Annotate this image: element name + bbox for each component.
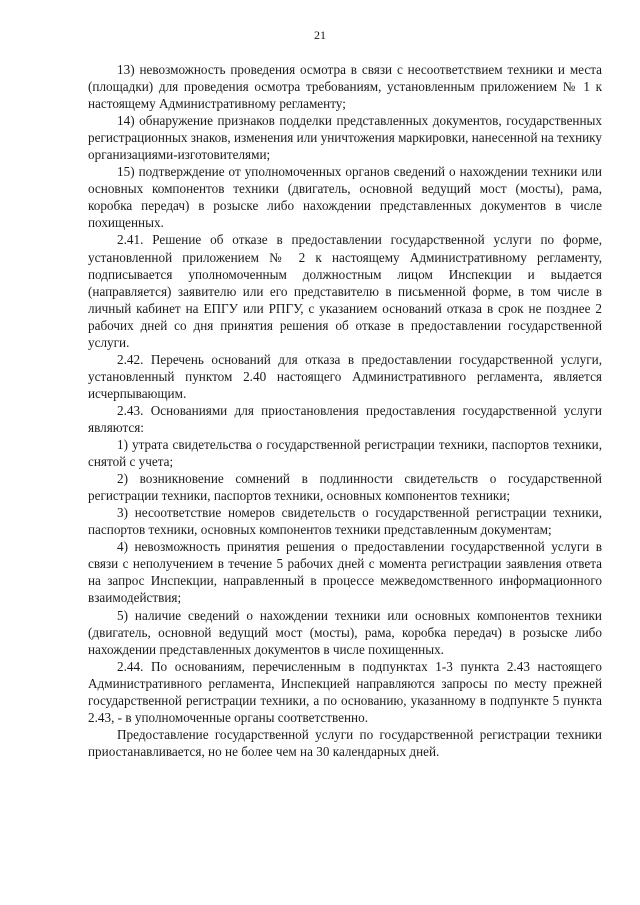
paragraph-2-43-item-2: 2) возникновение сомнений в подлинности свидетельств о государственной регистрации техники, паспортов техники, основных компонентов техники; — [88, 471, 602, 504]
paragraph-2-43-item-5: 5) наличие сведений о нахождении техники или основных компонентов техники (двигатель, основной ведущий мост (мосты), рама, коробка передач) в розыске либо нахождении представленных документов в числе похищенных. — [88, 607, 602, 657]
paragraph-2-43-item-3: 3) несоответствие номеров свидетельств о государственной регистрации техники, паспортов техники, основных компонентов техники представленным документам; — [88, 505, 602, 538]
paragraph-2-43-item-1: 1) утрата свидетельства о государственной регистрации техники, паспортов техники, снятой с учета; — [88, 437, 602, 470]
paragraph-2-43: 2.43. Основаниями для приостановления предоставления государственной услуги являются: — [88, 402, 602, 435]
paragraph-item-13: 13) невозможность проведения осмотра в связи с несоответствием техники и места (площадки) для проведения осмотра требованиям, установленным приложением № 1 к настоящему Административному регламенту; — [88, 62, 602, 112]
paragraph-2-43-item-4: 4) невозможность принятия решения о предоставлении государственной услуги в связи с неполучением в течение 5 рабочих дней с момента регистрации заявления ответа на запрос Инспекции, направленный в процессе межведомственного информационного взаимодействия; — [88, 539, 602, 606]
paragraph-item-15: 15) подтверждение от уполномоченных органов сведений о нахождении техники или основных компонентов техники (двигатель, основной ведущий мост (мосты), рама, коробка передач) в розыске либо нахождении представленных документов в числе похищенных. — [88, 164, 602, 231]
paragraph-2-42: 2.42. Перечень оснований для отказа в предоставлении государственной услуги, установленный пунктом 2.40 настоящего Административного регламента, является исчерпывающим. — [88, 351, 602, 401]
paragraph-suspension-term: Предоставление государственной услуги по государственной регистрации техники приостанавливается, но не более чем на 30 календарных дней. — [88, 726, 602, 759]
page-number: 21 — [314, 28, 326, 42]
paragraph-2-44: 2.44. По основаниям, перечисленным в подпунктах 1-3 пункта 2.43 настоящего Административного регламента, Инспекцией направляются запросы по месту прежней государственной регистрации техники, а по основанию, указанному в подпункте 5 пункта 2.43, - в уполномоченные органы соответственно. — [88, 658, 602, 725]
document-body — [88, 61, 602, 760]
paragraph-item-14: 14) обнаружение признаков подделки представленных документов, государственных регистрационных знаков, изменения или уничтожения маркировки, нанесенной на технику организациями-изготовителями; — [88, 113, 602, 163]
paragraph-2-41: 2.41. Решение об отказе в предоставлении государственной услуги по форме, установленной приложением № 2 к настоящему Административному регламенту, подписывается уполномоченным должностным лицом Инспекции и выдается (направляется) заявителю или его представителю в письменной форме, в том числе в личный кабинет на ЕПГУ или РПГУ, с указанием оснований отказа в срок не позднее 2 рабочих дней со дня принятия решения об отказе в предоставлении государственной услуги. — [88, 232, 602, 350]
